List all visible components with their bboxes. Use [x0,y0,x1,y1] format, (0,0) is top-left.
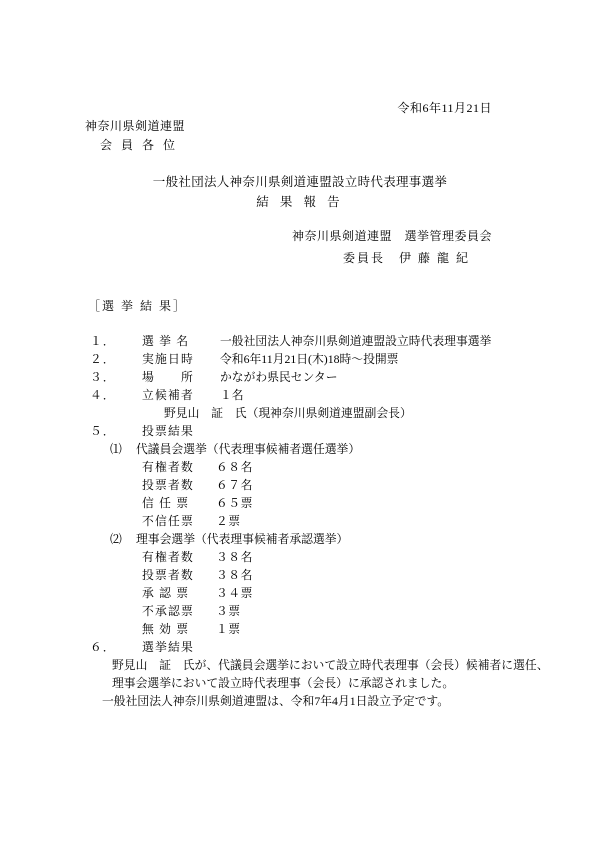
tally-value: ３８名 [216,549,253,564]
item-number: ６． [90,639,116,654]
tally-value: １票 [216,621,241,636]
item-value: 一般社団法人神奈川県剣道連盟設立時代表理事選挙 [220,334,492,348]
item-value: かながわ県民センター [220,369,338,384]
tally-row [90,585,560,600]
tally-row [90,567,560,582]
tally-label: 不信任票 [142,513,194,528]
item-label: 選 挙 名 [142,334,190,348]
section-heading: ［選 挙 結 果］ [88,299,188,313]
subsection-heading [90,441,560,456]
list-item [90,369,560,384]
candidate-name: 野見山 証 氏（現神奈川県剣道連盟副会長） [164,405,412,420]
addressee-organization: 神奈川県剣道連盟 [85,119,186,133]
result-paragraph-line: 理事会選挙において設立時代表理事（会長）に承認されました。 [112,675,455,690]
subsection-heading [90,531,560,546]
item-number: １． [90,334,116,348]
tally-row [90,477,560,492]
item-label: 実施日時 [142,351,194,366]
tally-label: 有権者数 [142,459,194,474]
item-value: １名 [220,387,244,402]
list-item [90,387,560,402]
tally-label: 投票者数 [142,477,194,492]
tally-label: 不承認票 [142,603,194,618]
tally-row [90,459,560,474]
item-number: ３． [90,369,116,384]
list-item [90,336,560,348]
tally-label: 無 効 票 [142,621,190,636]
list-item [90,423,560,438]
item-number: ５． [90,423,116,438]
tally-value: ６８名 [216,459,253,474]
item-label: 場 所 [142,369,194,384]
tally-value: ３８名 [216,567,253,582]
subsection-title: 代議員会選挙（代表理事候補者選任選挙） [136,441,361,456]
tally-value: ３票 [216,603,241,618]
subsection-marker: ⑴ [110,441,122,456]
tally-value: ２票 [216,513,241,528]
item-number: ４． [90,387,116,402]
subsection-title: 理事会選挙（代表理事候補者承認選挙） [136,531,349,546]
tally-value: ６７名 [216,477,253,492]
document-subtitle: 結 果 報 告 [256,195,344,209]
document-title: 一般社団法人神奈川県剣道連盟設立時代表理事選挙 [152,175,448,189]
document-body [90,336,560,707]
item-value: 令和6年11月21日(木)18時～投開票 [220,351,399,366]
tally-row [90,495,560,510]
closing-statement: 一般社団法人神奈川県剣道連盟は、令和7年4月1日設立予定です。 [102,693,450,708]
tally-row [90,621,560,636]
tally-label: 投票者数 [142,567,194,582]
tally-value: ３４票 [216,585,253,600]
tally-value: ６５票 [216,495,253,510]
tally-label: 信 任 票 [142,495,190,510]
tally-row [90,549,560,564]
tally-label: 承 認 票 [142,585,190,600]
item-label: 立候補者 [142,387,194,402]
list-item [90,351,560,366]
tally-label: 有権者数 [142,549,194,564]
addressee-members: 会 員 各 位 [100,138,179,152]
item-number: ２． [90,351,116,366]
item-label: 投票結果 [142,423,194,438]
tally-row [90,603,560,618]
document-date: 令和6年11月21日 [397,101,492,115]
result-paragraph-line: 野見山 証 氏が、代議員会選挙において設立時代表理事（会長）候補者に選任、 [112,657,549,672]
issuer-name: 委員長 伊 藤 龍 紀 [342,251,470,265]
issuer-organization: 神奈川県剣道連盟 選挙管理委員会 [291,229,492,243]
list-item [90,639,560,654]
subsection-marker: ⑵ [110,531,122,546]
item-label: 選挙結果 [142,639,194,654]
tally-row [90,513,560,528]
